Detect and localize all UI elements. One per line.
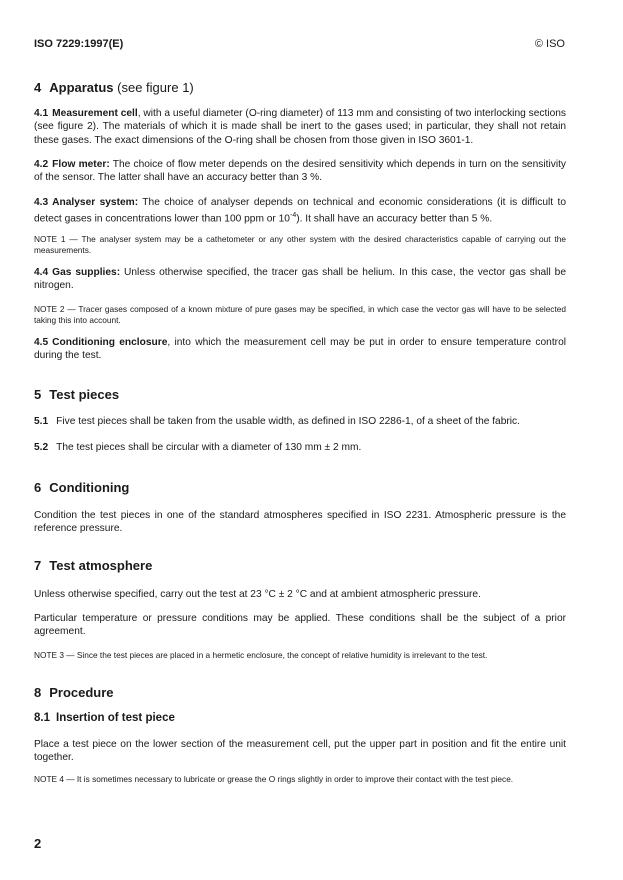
clause-8-1-text: Place a test piece on the lower section of the measurement cell, put the upper part in position and fit the entire unit together. [34,739,566,764]
document-id: ISO 7229:1997(E) [34,38,124,50]
section-7-para-2: Particular temperature or pressure conditions may be applied. These conditions shall be the subject of a prior agreement. [34,613,566,638]
note-1: NOTE 1 — The analyser system may be a cathetometer or any other system with the desired characteristics capable of carrying out the measurements. [34,234,566,255]
section-6-text: Condition the test pieces in one of the standard atmospheres specified in ISO 2231. Atmospheric pressure is the reference pressure. [34,510,566,535]
section-6-heading: 6 Conditioning [34,480,130,495]
section-4-heading [34,80,566,96]
clause-4-3: 4.3 Analyser system: The choice of analyser depends on technical and economic considerations (it is difficult to detect gases in concentrations lower than 100 ppm or $10^{-4}$). It shall have an accuracy better than 5 %. [34,197,566,225]
note-2: NOTE 2 — Tracer gases composed of a known mixture of pure gases may be specified, in which case the vector gas will have to be selected taking this into account. [34,304,566,325]
clause-5-1: 5.1 Five test pieces shall be taken from the usable width, as defined in ISO 2286-1, of a sheet of the fabric. [34,416,520,427]
section-5-heading: 5 Test pieces [34,387,120,402]
clause-4-5: 4.5 Conditioning enclosure, into which the measurement cell may be put in order to ensure temperature control during the test. [34,337,566,362]
clause-4-2: 4.2 Flow meter: The choice of flow meter depends on the desired sensitivity which depends in turn on the sensitivity of the sensor. The latter shall have an accuracy better than 3 %. [34,159,567,184]
section-7-para-1: Unless otherwise specified, carry out the test at 23 °C ± 2 °C and at ambient atmospheric pressure. [34,589,481,600]
page-number: 2 [34,836,42,851]
clause-4-1: 4.1 Measurement cell, with a useful diameter (O-ring diameter) of 113 mm and consisting of two interlocking sections (see figure 2). The materials of which it is made shall be inert to the gases used; in particular, they shall not retain these gases. The exact dimensions of the O-ring shall be chosen from those given in ISO 3601-1. [34,108,567,146]
clause-4-4: 4.4 Gas supplies: Unless otherwise specified, the tracer gas shall be helium. In this case, the vector gas shall be nitrogen. [34,267,566,292]
section-8-heading: 8 Procedure [34,685,114,700]
section-7-heading: 7 Test atmosphere [34,558,153,573]
copyright-mark: © ISO [534,38,565,50]
clause-8-1-heading: 8.1 Insertion of test piece [34,712,175,724]
note-4: NOTE 4 — It is sometimes necessary to lubricate or grease the O rings slightly in order to improve their contact with the test piece. [34,774,514,784]
section-title: 4 Apparatus (see figure 1) [34,80,194,95]
note-3: NOTE 3 — Since the test pieces are placed in a hermetic enclosure, the concept of relative humidity is irrelevant to the test. [34,650,488,660]
clause-5-2: 5.2 The test pieces shall be circular with a diameter of 130 mm ± 2 mm. [34,442,362,453]
